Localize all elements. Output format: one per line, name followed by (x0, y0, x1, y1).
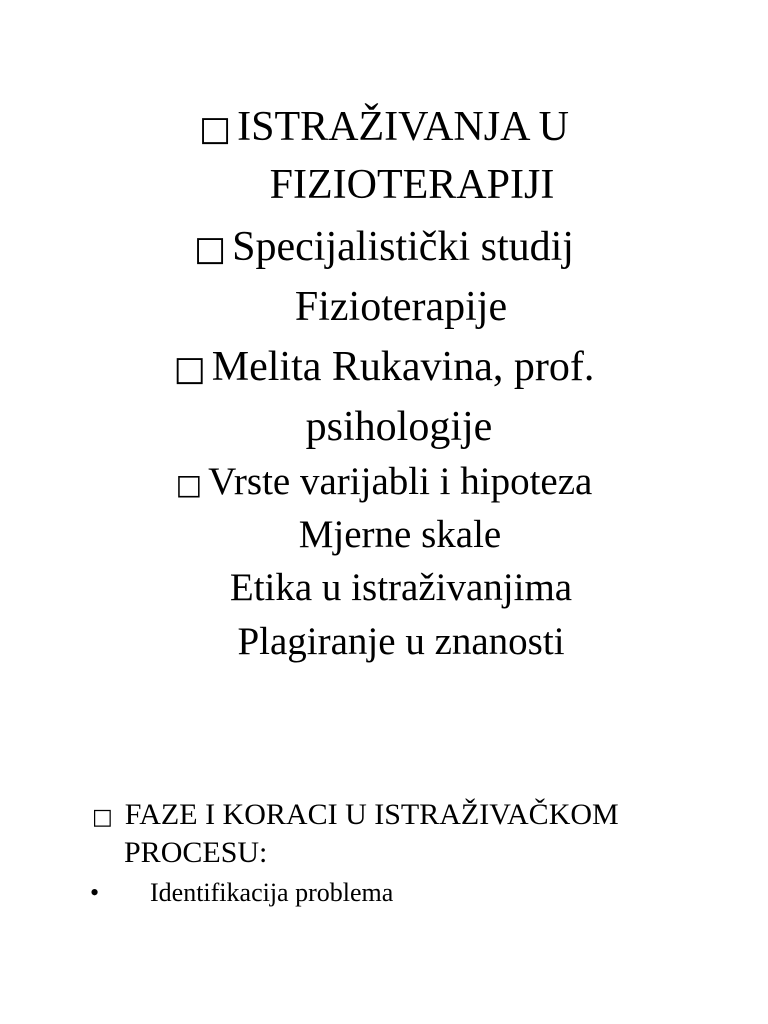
list-item-label: Identifikacija problema (150, 878, 394, 907)
topic-line-1 (0, 462, 768, 501)
topic-line-4 (0, 622, 768, 661)
author-title: psihologije (305, 404, 493, 450)
study-program-continued: Fizioterapije (294, 284, 508, 330)
topic-line-2 (0, 515, 768, 554)
square-bullet-icon: □ (199, 109, 232, 149)
square-bullet-icon: □ (92, 805, 113, 830)
title-line-4 (0, 286, 768, 328)
topic-variables: Vrste varijabli i hipoteza (208, 460, 593, 503)
title-line-3 (0, 226, 768, 268)
square-bullet-icon: □ (175, 468, 203, 501)
topic-scales: Mjerne skale (298, 513, 502, 556)
study-program: Specijalistički studij (232, 224, 574, 270)
section-heading-line-2 (124, 838, 267, 868)
section-heading-continued: PROCESU: (124, 836, 268, 869)
section-heading: FAZE I KORACI U ISTRAŽIVAČKOM (124, 798, 619, 831)
title-line-5 (0, 346, 768, 388)
topic-line-3 (0, 568, 768, 607)
list-bullet-icon: • (90, 878, 100, 907)
list-item (150, 880, 393, 906)
square-bullet-icon: □ (173, 349, 206, 389)
topic-ethics: Etika u istraživanjima (229, 566, 573, 609)
square-bullet-icon: □ (194, 229, 227, 269)
title-line-2 (0, 164, 768, 206)
section-heading-line-1 (92, 800, 619, 830)
topic-plagiarism: Plagiranje u znanosti (237, 620, 565, 663)
title-line-1 (0, 106, 768, 148)
author-name: Melita Rukavina, prof. (211, 344, 595, 390)
title-line-6 (0, 406, 768, 448)
course-title-continued: FIZIOTERAPIJI (269, 162, 555, 208)
course-title: ISTRAŽIVANJA U (237, 104, 569, 150)
